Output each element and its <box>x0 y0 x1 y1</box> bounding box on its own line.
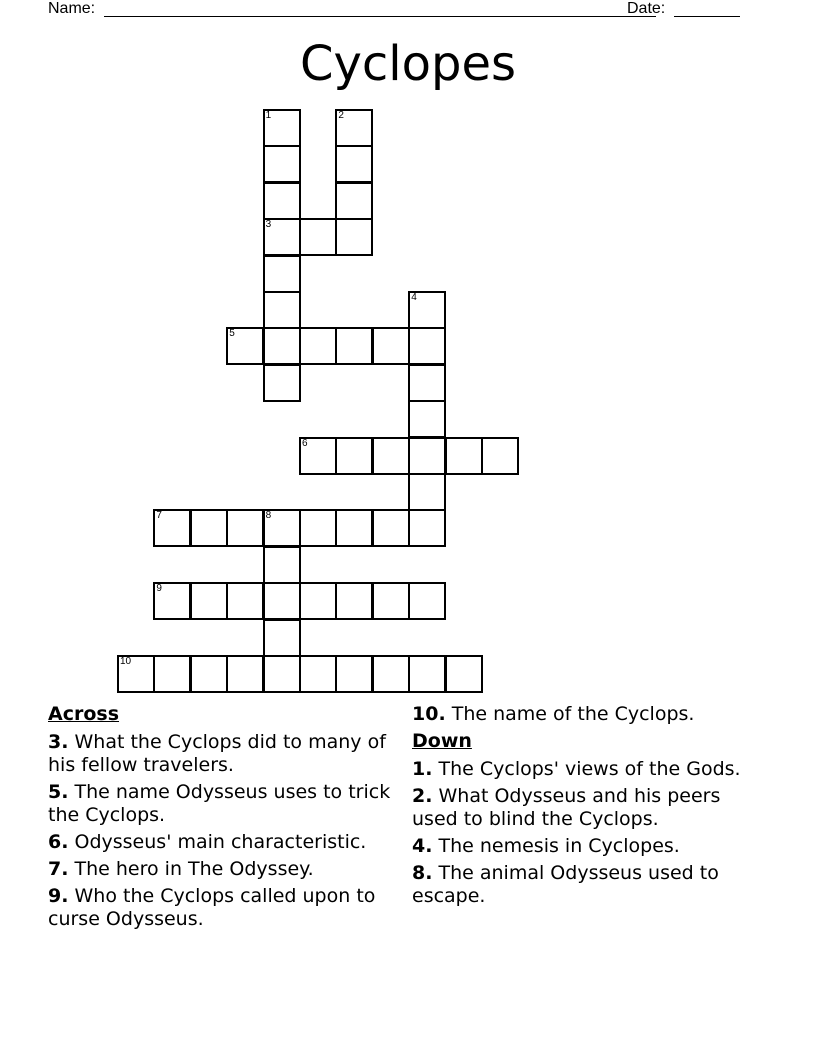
grid-cell[interactable] <box>117 655 155 693</box>
grid-cell[interactable] <box>263 109 301 147</box>
grid-cell[interactable] <box>372 437 410 475</box>
name-label: Name: <box>48 0 96 17</box>
clue-number: 3. <box>48 731 69 753</box>
page-title: Cyclopes <box>299 36 517 92</box>
grid-cell[interactable] <box>408 582 446 620</box>
grid-cell[interactable] <box>408 473 446 511</box>
clue-number: 2. <box>412 785 433 807</box>
clue-across-6 <box>48 831 393 854</box>
clue-number-label: 8 <box>265 510 272 522</box>
grid-cell[interactable] <box>445 655 483 693</box>
clue-down-1 <box>412 758 757 781</box>
clue-text: The name of the Cyclops. <box>451 703 695 725</box>
grid-cell[interactable] <box>226 327 264 365</box>
grid-cell[interactable] <box>263 364 301 402</box>
clue-number: 5. <box>48 781 69 803</box>
clue-text: What the Cyclops did to many of his fellow travelers. <box>48 731 386 776</box>
clue-text: The hero in The Odyssey. <box>74 858 314 880</box>
grid-cell[interactable] <box>299 655 337 693</box>
clue-number-label: 4 <box>411 292 417 303</box>
grid-cell[interactable] <box>335 218 373 256</box>
clue-number-label: 9 <box>156 583 162 595</box>
grid-cell[interactable] <box>299 218 337 256</box>
grid-cell[interactable] <box>263 546 301 584</box>
grid-cell[interactable] <box>445 437 483 475</box>
across-heading: Across <box>48 703 120 725</box>
grid-cell[interactable] <box>153 655 191 693</box>
grid-cell[interactable] <box>335 182 373 220</box>
grid-cell[interactable] <box>226 582 264 620</box>
grid-cell[interactable] <box>153 582 191 620</box>
clue-text: The animal Odysseus used to escape. <box>412 862 719 907</box>
clue-across-3 <box>48 731 393 777</box>
clue-number: 7. <box>48 858 69 880</box>
grid-cell[interactable] <box>263 218 301 256</box>
grid-cell[interactable] <box>372 509 410 547</box>
clues-left-column <box>48 703 393 935</box>
grid-cell[interactable] <box>299 582 337 620</box>
grid-cell[interactable] <box>335 109 373 147</box>
grid-cell[interactable] <box>408 509 446 547</box>
grid-cell[interactable] <box>335 582 373 620</box>
grid-cell[interactable] <box>263 582 301 620</box>
grid-cell[interactable] <box>226 509 264 547</box>
grid-cell[interactable] <box>263 509 301 547</box>
grid-cell[interactable] <box>408 364 446 402</box>
grid-cell[interactable] <box>372 327 410 365</box>
clue-number-label: 10 <box>120 656 132 667</box>
clue-across-9 <box>48 885 393 931</box>
clue-number: 4. <box>412 835 433 857</box>
grid-cell[interactable] <box>299 437 337 475</box>
grid-cell[interactable] <box>408 291 446 329</box>
grid-cell[interactable] <box>263 655 301 693</box>
clue-across-10 <box>412 703 757 726</box>
clue-number-label: 1 <box>265 110 272 121</box>
clue-down-8 <box>412 862 757 908</box>
clue-down-2 <box>412 785 757 831</box>
clue-number: 9. <box>48 885 69 907</box>
grid-cell[interactable] <box>335 145 373 183</box>
clue-text: The nemesis in Cyclopes. <box>438 835 680 857</box>
grid-cell[interactable] <box>408 400 446 438</box>
grid-cell[interactable] <box>481 437 519 475</box>
grid-cell[interactable] <box>335 437 373 475</box>
clue-across-7 <box>48 858 393 881</box>
clue-number: 1. <box>412 758 433 780</box>
clue-number-label: 3 <box>265 219 272 231</box>
grid-cell[interactable] <box>335 509 373 547</box>
grid-cell[interactable] <box>263 291 301 329</box>
clue-number: 10. <box>412 703 446 725</box>
grid-cell[interactable] <box>408 655 446 693</box>
clue-text: Odysseus' main characteristic. <box>74 831 367 853</box>
grid-cell[interactable] <box>372 582 410 620</box>
date-label: Date: <box>627 0 666 17</box>
grid-cell[interactable] <box>263 182 301 220</box>
clue-number-label: 7 <box>156 510 162 522</box>
grid-cell[interactable] <box>190 655 228 693</box>
clue-text: What Odysseus and his peers used to blind the Cyclops. <box>412 785 721 830</box>
grid-cell[interactable] <box>190 582 228 620</box>
grid-cell[interactable] <box>226 655 264 693</box>
down-heading: Down <box>412 730 472 752</box>
grid-cell[interactable] <box>153 509 191 547</box>
grid-cell[interactable] <box>263 619 301 657</box>
grid-cell[interactable] <box>299 327 337 365</box>
grid-cell[interactable] <box>372 655 410 693</box>
clue-text: Who the Cyclops called upon to curse Odysseus. <box>48 885 376 930</box>
grid-cell[interactable] <box>299 509 337 547</box>
grid-cell[interactable] <box>190 509 228 547</box>
grid-cell[interactable] <box>408 437 446 475</box>
clue-down-4 <box>412 835 757 858</box>
grid-cell[interactable] <box>335 655 373 693</box>
clue-number-label: 6 <box>302 437 308 449</box>
clue-across-5 <box>48 781 393 827</box>
clue-number-label: 2 <box>338 110 344 121</box>
grid-cell[interactable] <box>263 327 301 365</box>
grid-cell[interactable] <box>263 255 301 293</box>
clues-right-column <box>412 703 757 912</box>
grid-cell[interactable] <box>335 327 373 365</box>
grid-cell[interactable] <box>408 327 446 365</box>
clue-text: The name Odysseus uses to trick the Cyclops. <box>48 781 391 826</box>
clue-number: 8. <box>412 862 433 884</box>
grid-cell[interactable] <box>263 145 301 183</box>
clue-number: 6. <box>48 831 69 853</box>
clue-number-label: 5 <box>229 328 235 340</box>
clue-text: The Cyclops' views of the Gods. <box>438 758 741 780</box>
